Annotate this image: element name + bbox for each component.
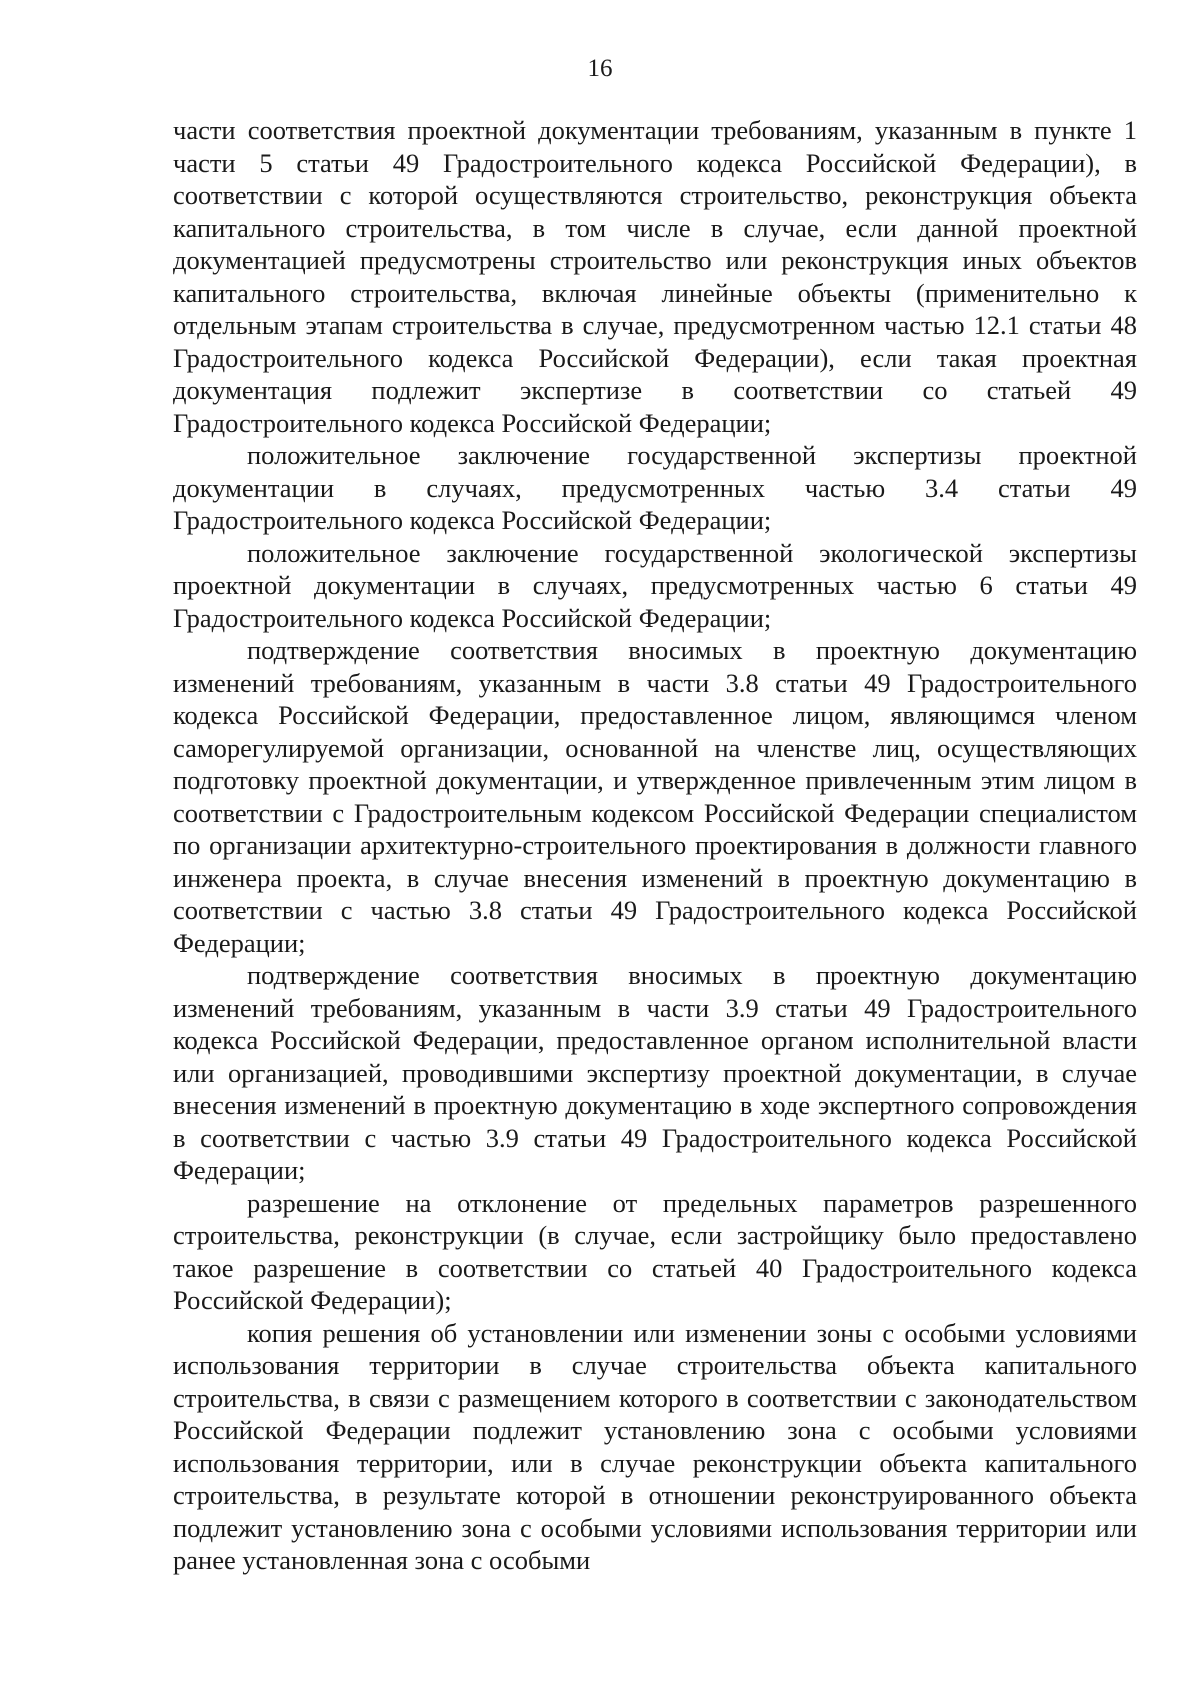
page-number: 16 bbox=[587, 55, 613, 82]
paragraph-state-expertise: положительное заключение государственной экспертизы проектной документации в случаях, предусмотренных частью 3.4 статьи 49 Градостроительного кодекса Российской Федерации; bbox=[173, 440, 1137, 535]
paragraph-confirmation-3-9: подтверждение соответствия вносимых в проектную документацию изменений требованиям, указанным в части 3.9 статьи 49 Градостроительного кодекса Российской Федерации, предоставленное органом исполнительной власти или организацией, проводившими экспертизу проектной документации, в случае внесения изменений в проектную документацию в ходе экспертного сопровождения в соответствии с частью 3.9 статьи 49 Градостроительного кодекса Российской Федерации; bbox=[173, 960, 1137, 1185]
paragraph-ecological-expertise: положительное заключение государственной экологической экспертизы проектной документации в случаях, предусмотренных частью 6 статьи 49 Градостроительного кодекса Российской Федерации; bbox=[173, 537, 1137, 633]
document-body bbox=[173, 114, 1137, 1577]
paragraph-confirmation-3-8: подтверждение соответствия вносимых в проектную документацию изменений требованиям, указанным в части 3.8 статьи 49 Градостроительного кодекса Российской Федерации, предоставленное лицом, являющимся членом саморегулируемой организации, основанной на членстве лиц, осуществляющих подготовку проектной документации, и утвержденное привлеченным этим лицом в соответствии с Градостроительным кодексом Российской Федерации специалистом по организации архитектурно-строительного проектирования в должности главного инженера проекта, в случае внесения изменений в проектную документацию в соответствии с частью 3.8 статьи 49 Градостроительного кодекса Российской Федерации; bbox=[173, 635, 1137, 958]
paragraph-continuation: части соответствия проектной документации требованиям, указанным в пункте 1 части 5 статьи 49 Градостроительного кодекса Российской Федерации), в соответствии с которой осуществляются строительство, реконструкция объекта капитального строительства, в том числе в случае, если данной проектной документацией предусмотрены строительство или реконструкция иных объектов капитального строительства, включая линейные объекты (применительно к отдельным этапам строительства в случае, предусмотренном частью 12.1 статьи 48 Градостроительного кодекса Российской Федерации), если такая проектная документация подлежит экспертизе в соответствии со статьей 49 Градостроительного кодекса Российской Федерации; bbox=[173, 115, 1137, 438]
paragraph-deviation-permit: разрешение на отклонение от предельных параметров разрешенного строительства, реконструкции (в случае, если застройщику было предоставлено такое разрешение в соответствии со статьей 40 Градостроительного кодекса Российской Федерации); bbox=[173, 1187, 1137, 1315]
paragraph-special-zone-decision: копия решения об установлении или изменении зоны с особыми условиями использования территории в случае строительства объекта капитального строительства, в связи с размещением которого в соответствии с законодательством Российской Федерации подлежит установлению зона с особыми условиями использования территории, или в случае реконструкции объекта капитального строительства, в результате которой в отношении реконструированного объекта подлежит установлению зона с особыми условиями использования территории или ранее установленная зона с особыми bbox=[173, 1317, 1137, 1575]
